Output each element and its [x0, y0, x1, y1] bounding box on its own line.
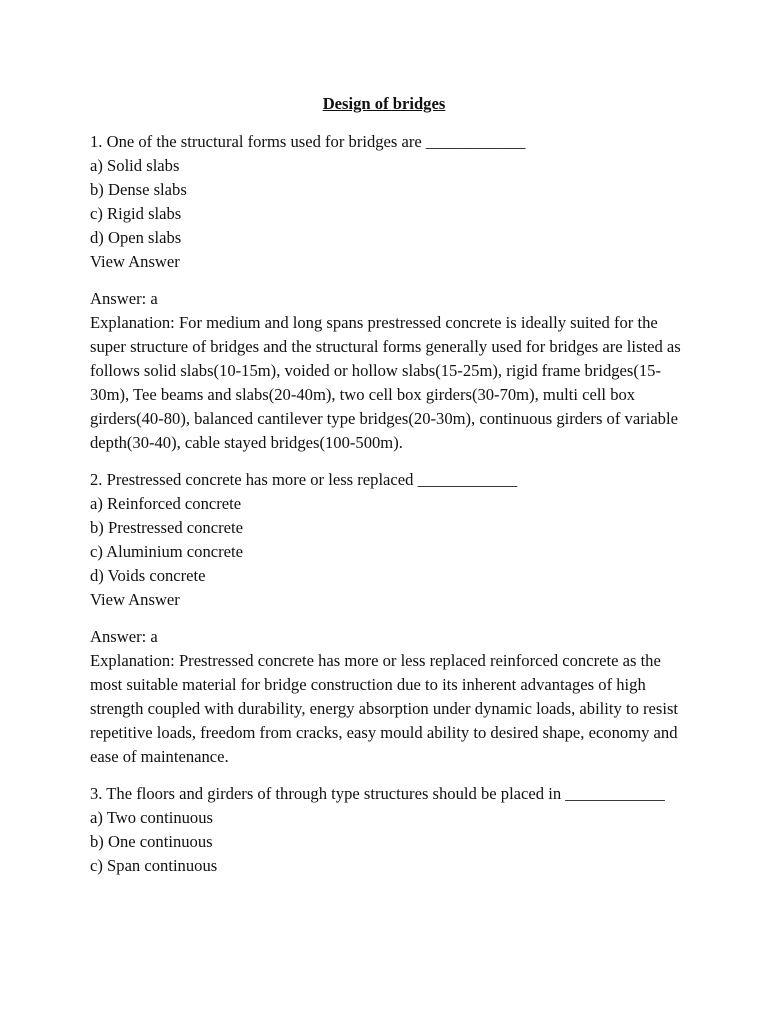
option-a: a) Solid slabs: [90, 156, 180, 175]
explanation-text: Explanation: For medium and long spans prestressed concrete is ideally suited for the super structure of bridges and the structural forms generally used for bridges are listed as follows solid slabs(10-15m), voided or hollow slabs(15-25m), rigid frame bridges(15-30m), Tee beams and slabs(20-40m), two cell box girders(30-70m), multi cell box girders(40-80), balanced cantilever type bridges(20-30m), continuous girders of variable depth(30-40), cable stayed bridges(100-500m).: [90, 313, 681, 452]
question-block-1: [90, 130, 690, 455]
option-b: b) Prestressed concrete: [90, 518, 243, 537]
option-c: c) Rigid slabs: [90, 204, 182, 223]
option-a: a) Reinforced concrete: [90, 494, 242, 513]
option-b: b) Dense slabs: [90, 180, 187, 199]
answer-block: [90, 287, 690, 455]
view-answer-link[interactable]: View Answer: [90, 590, 180, 609]
option-d: d) Voids concrete: [90, 566, 206, 585]
option-b: b) One continuous: [90, 832, 213, 851]
explanation-text: Explanation: Prestressed concrete has more or less replaced reinforced concrete as the most suitable material for bridge construction due to its inherent advantages of high strength coupled with durability, energy absorption under dynamic loads, ability to resist repetitive loads, freedom from cracks, easy mould ability to desired shape, economy and ease of maintenance.: [90, 651, 679, 766]
answer-text: Answer: a: [90, 289, 158, 308]
option-a: a) Two continuous: [90, 808, 213, 827]
answer-text: Answer: a: [90, 627, 158, 646]
option-d: d) Open slabs: [90, 228, 182, 247]
question-text: 2. Prestressed concrete has more or less replaced ____________: [90, 470, 518, 489]
document-title: Design of bridges: [322, 94, 446, 113]
option-c: c) Span continuous: [90, 856, 218, 875]
question-text: 3. The floors and girders of through type structures should be placed in ____________: [90, 784, 665, 803]
question-text: 1. One of the structural forms used for bridges are ____________: [90, 132, 526, 151]
view-answer-link[interactable]: View Answer: [90, 252, 180, 271]
document-page: [90, 92, 690, 891]
option-c: c) Aluminium concrete: [90, 542, 243, 561]
question-block-2: [90, 468, 690, 769]
answer-block: [90, 625, 690, 769]
question-block-3: [90, 782, 690, 878]
